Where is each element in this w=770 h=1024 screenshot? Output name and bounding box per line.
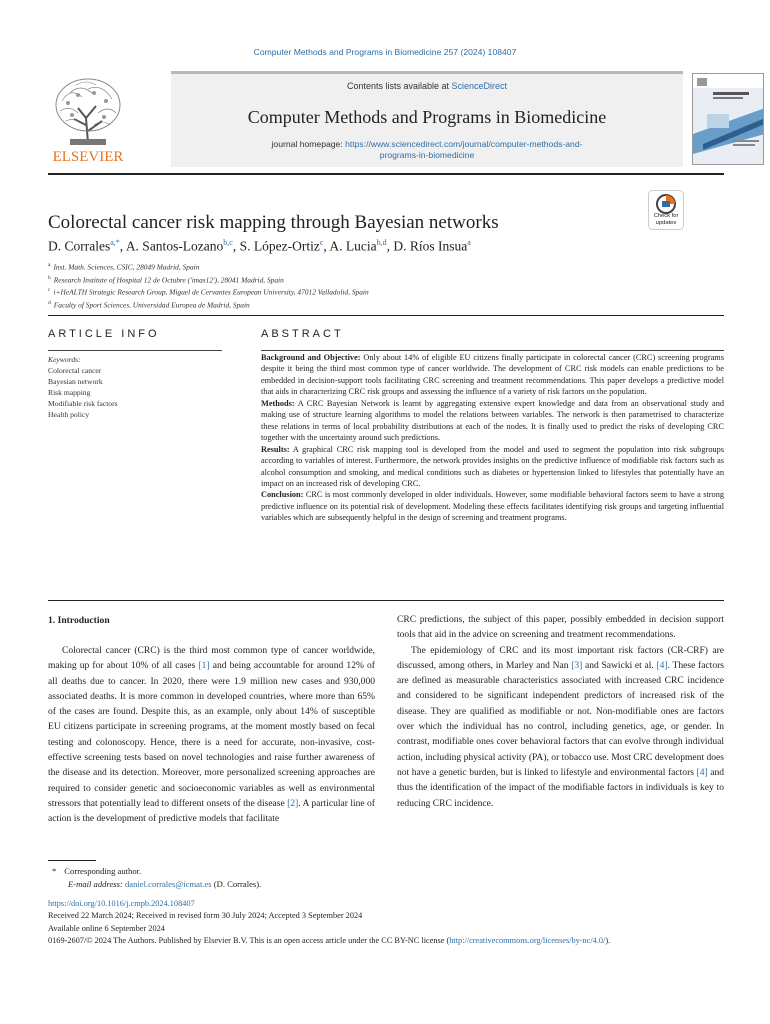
affiliation: $^b$ Research Institute of Hospital 12 de Octubre ('imas12'), 28041 Madrid, Spain — [48, 274, 284, 285]
keyword: Bayesian network — [48, 377, 103, 386]
available-online: Available online 6 September 2024 — [48, 923, 165, 933]
intro-right-column — [397, 612, 724, 811]
keyword: Risk mapping — [48, 388, 91, 397]
homepage-url-2[interactable]: programs-in-biomedicine — [379, 150, 475, 160]
affiliations — [48, 260, 648, 311]
keywords-block — [48, 354, 222, 420]
citation-link[interactable]: [2] — [287, 797, 299, 809]
abstract-section: Conclusion: CRC is most commonly developed in older individuals. However, some modifiable behavioral factors seem to have a strong predictive influence on its potential risk of development. Modeling these effects facilitates identifying risk groups and targeting influential variables which are subsequently helpful in the design of screening and treatment programs. — [261, 490, 724, 523]
abstract-heading: ABSTRACT — [261, 328, 344, 340]
abstract-body — [261, 352, 724, 524]
affiliation: $^a$ Inst. Math. Sciences, CSIC, 28049 Madrid, Spain — [48, 262, 200, 272]
keyword: Modifiable risk factors — [48, 399, 118, 408]
check-for-updates-button[interactable] — [648, 190, 684, 230]
journal-title: Computer Methods and Programs in Biomedicine — [247, 107, 607, 127]
received-dates: Received 22 March 2024; Received in revised form 30 July 2024; Accepted 3 September 2024 — [48, 911, 363, 921]
email-label: E-mail address: — [68, 878, 123, 889]
keyword: Health policy — [48, 410, 90, 419]
author-name: A. Lucia — [329, 238, 377, 254]
contents-prefix: Contents lists available at — [346, 81, 452, 91]
publisher-name: ELSEVIER — [52, 149, 124, 165]
license-text: 0169-2607/© 2024 The Authors. Published by Elsevier B.V. This is an open access article under the CC BY-NC license (http://creativecommons.org/licenses/by-nc/4.0/). — [48, 935, 611, 945]
homepage-url-1[interactable]: https://www.sciencedirect.com/journal/computer-methods-and- — [345, 139, 583, 149]
author-name: S. López-Ortiz — [239, 238, 320, 254]
abstract-section: Results: A graphical CRC risk mapping tool is developed from the model and used to segment the population into risk subgroups according to variables of interest. Furthermore, the network provides insights on the predictive influence of modifiable risk factors such as alcohol consumption and smoking, and medical conditions such as diabetes or hypertension linked to lifestyles that potentially have an impact on an increased risk of developing CRC. — [261, 444, 724, 488]
sciencedirect-link[interactable]: ScienceDirect — [451, 81, 508, 91]
paragraph: CRC predictions, the subject of this paper, possibly embedded in decision support tools that aid in the advice on screening and treatment recommendations. — [397, 614, 724, 641]
article-title: Colorectal cancer risk mapping through Bayesian networks — [48, 212, 499, 233]
footnote — [52, 865, 261, 890]
citation-link[interactable]: [4] — [696, 766, 708, 778]
abstract-section: Methods: A CRC Bayesian Network is learnt by aggregating extensive expert knowledge and data from an observational study and making use of structure learning algorithms to model the relations between variables. The network is then parametrised to characterize these relations in terms of local probability distributions at each of the nodes. It is finally used to predict the risks of developing CRC together with the uncertainty around such predictions. — [261, 398, 724, 443]
divider — [48, 600, 724, 601]
citation-link[interactable]: [1] — [198, 660, 210, 672]
footnote-marker: * — [52, 866, 57, 876]
journal-banner — [48, 71, 724, 167]
journal-reference[interactable]: Computer Methods and Programs in Biomedicine 257 (2024) 108407 — [253, 47, 517, 57]
divider — [261, 350, 724, 351]
author-name: D. Ríos Insua — [393, 238, 468, 254]
email-link[interactable]: daniel.corrales@icmat.es — [124, 878, 212, 889]
email-suffix: (D. Corrales). — [211, 878, 262, 889]
header-rule — [48, 173, 724, 175]
author-affil-marker[interactable]: b,d — [376, 238, 387, 247]
journal-homepage — [171, 139, 683, 161]
license-link[interactable]: http://creativecommons.org/licenses/by-nc/4.0/ — [449, 935, 606, 945]
publication-info — [48, 898, 724, 947]
author-affil-marker[interactable]: a,* — [110, 238, 120, 247]
section-heading: 1. Introduction — [48, 615, 110, 626]
author-affil-marker[interactable]: c — [319, 238, 324, 247]
abstract-section: Background and Objective: Only about 14% of eligible EU citizens finally participate in colorectal cancer (CRC) screening programs despite it being the third most common type of cancer worldwide. The development of CRC risk models can enable predictions to be embedded in decision-support tools facilitating CRC screening and treatment recommendations. This paper develops a predictive model that aids in characterizing CRC risk groups and assessing the influence of a variety of risk factors on the population. — [261, 353, 724, 397]
intro-left-column: Colorectal cancer (CRC) is the third most common type of cancer worldwide, making up for about 10% of all cases [1] and being accountable for around 12% of all deaths due to cancer. In 2020, there were 1.9 million new cases and 930,000 associated deaths. It is more common in developed countries, where more than 65% of the cases are found. Despite this, as an example, only about 14% of susceptible EU citizens participate in screening programs, at the moment mostly based on fecal testing and colonoscopy. Hence, there is a need for accurate, non-invasive, cost-effective screening tests based on novel technologies and raise further awareness of the disease and its detection. Moreover, more personalized screening approaches are required to consider genetic and socioeconomic variables as well as environmental stressors that potentially lead to different onsets of the disease [2]. A particular line of action is the development of predictive models that facilitate — [48, 645, 375, 825]
author-affil-marker[interactable]: b,c — [223, 238, 233, 247]
citation-link[interactable]: [3] — [571, 659, 583, 671]
doi-link[interactable]: https://doi.org/10.1016/j.cmpb.2024.108407 — [48, 899, 195, 908]
corresponding-author: Corresponding author. — [64, 866, 142, 876]
author-name: A. Santos-Lozano — [125, 238, 224, 254]
author-list: D. Corrales$^{a,*}$, A. Santos-Lozano$^{b,c}$, S. López-Ortiz$^c$, A. Lucia$^{b,d}$, D. Ríos Insua$^a$ — [48, 238, 471, 254]
paragraph: The epidemiology of CRC and its most important risk factors (CR-CRF) are discussed, among others, in Marley and Nan [3] and Sawicki et al. [4]. These factors are defined as measurable characteristics associated with increased CRC incidence and considered to be significant independent predictors of increased risk of the disease. They are qualified as modifiable or not. Non-modifiable ones are factors over which the individual has no control, including genetics, age, or gender. In contrast, modifiable ones cover behavioral factors that can evolve through individual action, including physical activity (PA), or tobacco use. Most CRC development does not have a genetic burden, but is linked to lifestyle and environmental factors [4] and thus the identification of the impact of the modifiable factors in individuals is key to reducing CRC incidence. — [397, 644, 724, 809]
homepage-label: journal homepage: — [271, 139, 346, 149]
check-updates-label: Check for updates — [653, 213, 679, 226]
divider — [48, 350, 222, 351]
citation-link[interactable]: [4] — [656, 659, 668, 671]
keywords-label: Keywords: — [48, 355, 81, 364]
divider — [48, 315, 724, 316]
author-name: D. Corrales — [48, 238, 111, 254]
footnote-rule — [48, 860, 96, 861]
elsevier-logo — [48, 73, 128, 165]
keyword: Colorectal cancer — [48, 366, 102, 375]
author-affil-marker[interactable]: a — [467, 238, 471, 247]
contents-line — [171, 81, 683, 91]
journal-cover-image — [692, 73, 764, 165]
article-info-heading: ARTICLE INFO — [48, 328, 160, 340]
elsevier-tree-icon — [48, 73, 128, 165]
affiliation: $^d$ Faculty of Sport Sciences, Universidad Europea de Madrid, Spain — [48, 300, 250, 310]
affiliation: $^c$ i+HeALTH Strategic Research Group, Miguel de Cervantes European University, 47012 Valladolid, Spain — [48, 287, 369, 297]
